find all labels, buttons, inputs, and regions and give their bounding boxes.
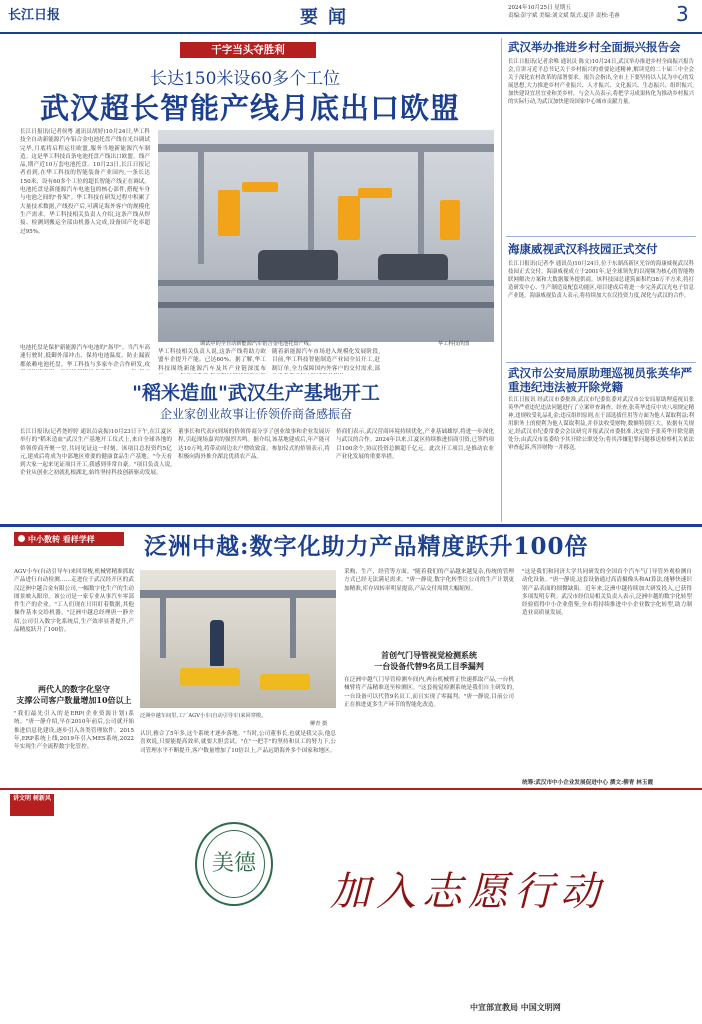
right-story2-title: 海康威视武汉科技园正式交付 (508, 242, 658, 256)
story2-subhead: 企业家创业故事让侨领侨商备感振奋 (159, 407, 352, 421)
lead-body-col4: 随着新能源汽车市场进入规模化发展阶段,目前,华工科技智能制造产业园全员开工,赶制订单,全力保障国内外客户的交付需求,部 (272, 349, 380, 372)
feature-body-col6: "这是我们和同济大学共同研发的全国首个汽车气门导管外观检测自动化设备。"唐一静说,这套设备通过高清摄像头和AI算法,能够快速识别产品表面的细微缺陷。近年来,泛洲中越持续加大研发投入,已获得多项发明专利。武汉市经信局相关负责人表示,泛洲中越的数字化转型经验值得中小企业借鉴,全市将持续推进中小企业数字化转型,助力制造业高质量发展。 (522, 569, 692, 617)
right-story3-title: 武汉市公安局原助理巡视员张英华严重违纪违法被开除党籍 (508, 366, 692, 394)
lead-body-col2: 电池托盘是保护新能源汽车电池的"盔甲"。当汽车高速行驶时,抵御外部冲击、保持电池温度、防止漏液都依赖电池托盘。华工科技与多家车企合作研发,攻 (20, 345, 150, 368)
story2-body-col3: 侨商们表示,武汉营商环境持续优化,产业基础雄厚,将进一步深化与武汉的合作。2024年以来,江夏区持续推进招商引资,已签约项目100余个,协议投资总额超千亿元。此次开工项目,是推动农业产业化发展的重要举措。 (336, 429, 494, 460)
lead-photo (158, 130, 494, 342)
feature-body-col3: 认识,雅合了5年多,这个系统才逐步落地。"当时,公司董事长,也就是我父亲,他总喜欢说,只要能提高效率,就要大胆尝试。"在"一把手"的坚持和员工的努力下,公司管理水平不断提升,客户数量增加了10倍以上,产品远销海外多个国家和地区。 (140, 731, 336, 754)
lead-photo-credit: 华工科技供图 (438, 341, 470, 347)
right-story1-title: 武汉举办推进乡村全面振兴报告会 (508, 40, 681, 54)
column-divider (501, 38, 502, 522)
feature-body-col2: "我们最先引入的是ERP(企业资源计划)系统。"唐一静介绍,早在2010年前后,公司就开始推进信息化建设,逐步引入各类管理软件。2015年,ERP系统上线,2019年引入MES系统,2022年实现生产全流程数字化管控。 (14, 711, 134, 751)
section-divider (0, 524, 702, 527)
newspaper-logo: 长江日报 (8, 8, 61, 23)
feature-subhead-2: 首创气门导管视觉检测系统 一台设备代替9名员工目季漏判 (374, 650, 484, 671)
ad-slogan: 加入志愿行动 (330, 869, 606, 915)
issue-date: 2024年10月25日 星期五 (508, 5, 571, 11)
feature-photo (140, 570, 336, 708)
feature-body-col1: AGV小车(自动引导车)来回穿梭,机械臂精准抓取产品进行自动检测……走进位于武汉经开区的武汉泛洲中越合金有限公司,一幅数字化生产的生动图景映入眼帘。该公司是一家专业从事汽车零部件生产的企业。"工人们现在只用盯着数据,其他操作基本交给机器。"泛洲中越总经理唐一静介绍,公司引入数字化系统后,生产效率显著提升,产品精度跃升了100倍。 (14, 569, 134, 634)
story2-headline: "稻米造血"武汉生产基地开工 (132, 382, 380, 404)
feature-title: 泛洲中越:数字化助力产品精度跃升100倍 (144, 533, 589, 560)
ad-tag: 讲文明 树新风 (10, 794, 54, 816)
masthead (0, 0, 702, 34)
lead-headline: 武汉超长智能产线月底出口欧盟 (39, 91, 460, 125)
section-title: 要闻 (300, 7, 356, 28)
right-story1-body: 长江日报讯(记者余唯 通讯员 陈文)10月24日,武汉举办推进乡村全面振兴报告会,宣讲习近平总书记关于乡村振兴的重要论述精神,解读党的二十届三中全会关于深化农村改革的部署要求。报告会指出,全市上下要坚持以人民为中心的发展思想,大力推进乡村产业振兴、人才振兴、文化振兴、生态振兴、组织振兴,加快建设宜居宜业和美乡村。与会人员表示,将把学习成果转化为推动乡村振兴的实际行动,为武汉加快建设国家中心城市贡献力量。 (508, 59, 694, 105)
feature-photo-caption: 泛洲中越车间里,工厂AGV小车(自动引导车)来回穿梭。 (140, 713, 267, 719)
feature-body-col4: 采购、生产、经营等方面。"随着我们的产品越来越复杂,传统的管理方式已经无法满足需求。"唐一静说,数字化转型让公司的生产计划更加精准,库存周转率明显提高,产品交付周期大幅缩短。 (344, 569, 514, 592)
lead-body-col1: 长江日报讯(记者侯粤 通讯员胡婷)10月24日,华工科技全自动新能源汽车铝合金电池托盘产线在光谷调试完毕,月底将启程运往欧盟,服务当地新能源汽车制造。这是华工科技首条电池托盘产线出口欧盟。线产品,期产近10万套电池托盘。10月23日,长江日报记者看到,在华工科技的智能装备产业园内,一条长达150米、设有60多个工位的超长智能产线正在调试。电池托盘是新能源汽车电池包的核心部件,搭配车身与电池之间的"骨架"。华工科技在研发过程中积累了大量技术数据,产线投产后,可满足海外客户的规模化生产需求。华工科技相关负责人介绍,这条产线从焊接、检测到搬运全部由机器人完成,设备国产化率超过95%。 (20, 129, 150, 235)
feature-byline: 统筹:武汉市中小企业发展促进中心 撰文:柳青 林玉霞 (522, 780, 654, 786)
editor-credits: 责编:彭宇斌 美编:刘文斌 版式:夏洋 责校:毛睿 (508, 13, 620, 19)
story2-body-col2: 董事长和代表向到场的侨领侨商分享了创业故事和企业发展历程,引起现场嘉宾的强烈共鸣。据介绍,该基地建成后,年产能可达10万吨,将带动周边农户增收致富。参加仪式的侨领表示,将积极向海外推介湖北优质农产品。 (178, 429, 330, 460)
right-story2-body: 长江日报讯(记者李 通讯员)10月24日,位于东湖高新区光谷的海康威视武汉科技园正式交付。海康威视成立于2001年,是全球领先的以视频为核心的智能物联网解决方案和大数据服务提供商。该科技园总建筑面积约38万平方米,将打造研发中心、生产制造及配套功能区,项目建成后将进一步完善武汉光电子信息产业链。海康威视负责人表示,将持续加大在汉投资力度,深化与武汉的合作。 (508, 261, 694, 299)
seal-icon (195, 822, 273, 906)
divider (506, 236, 696, 237)
feature-body-col5: 在泛洲中越气门导管检测车间内,两台机械臂正快速抓取产品,一台机械臂将产品精准送至检测区。"这套视觉检测系统是我们自主研发的,一台设备可以代替9名员工,而且实现了零漏判。"唐一静说,目前公司正在推进更多生产环节的智能化改造。 (344, 677, 514, 708)
lead-photo-caption: 调试中的全自动新能源汽车铝合金电池托盘产线。 (200, 341, 315, 347)
page-number: 3 (676, 2, 689, 26)
lead-kicker: 干字当头夺胜利 (180, 42, 316, 58)
right-story3-body: 长江日报讯 经武汉市委批准,武汉市纪委监委对武汉市公安局原助理巡视员张英华严重违纪违法问题进行了立案审查调查。经查,张英华违反中央八项规定精神,违规收受礼品礼金;违反组织原则,在干部选拔任用等方面为他人谋取利益;利用职务上的便利为他人谋取利益,并非法收受财物,数额特别巨大。依据有关规定,经武汉市纪委常委会会议研究并报武汉市委批准,决定给予张英华开除党籍处分;由武汉市监委给予其开除公职处分;将其涉嫌犯罪问题移送检察机关依法审查起诉,所涉财物一并移送。 (508, 397, 694, 451)
feature-subhead-1: 两代人的数字化坚守 支撑公司客户数量增加10倍以上 (16, 684, 132, 705)
lead-subhead: 长达150米设60多个工位 (149, 69, 341, 89)
issue-meta (508, 4, 658, 20)
feature-photo-credit: 柳青 摄 (310, 721, 328, 727)
lead-body-col3: 华工科技相关负责人说,这条产线将助力欧盟车企提升产能。已达60%。据了解,华工科技围绕新能源汽车及其产业链深度布 (158, 349, 266, 372)
story2-body-col1: 长江日报讯(记者尧婷婷 通讯员袁振)10月23日下午,在江夏区举行的"稻米造血"武汉生产基地开工仪式上,来自全球各地的侨领侨商齐聚一堂,共同见证这一时刻。该项目总投资约5亿元,建成后将成为中部地区重要的健康食品生产基地。"今天看到大家一起来见证项目开工,我感到非常自豪。"项目负责人说,企业从创业之初就扎根湖北,始终坚持科技创新驱动发展。 (20, 429, 172, 477)
divider (506, 362, 696, 363)
ad-footer: 中宣部宣教局 中国文明网 (470, 1002, 561, 1012)
feature-badge: 中小数转 看样学样 (14, 532, 124, 546)
seal-text: 美德 (211, 851, 256, 876)
